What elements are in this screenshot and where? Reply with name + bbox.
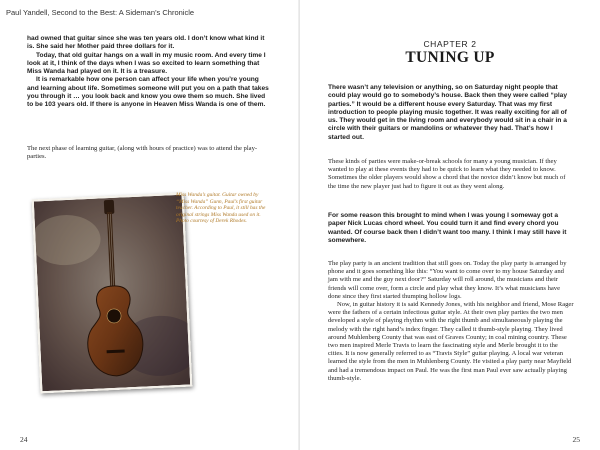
body-paragraph: The next phase of learning guitar, (along with hours of practice) was to attend the play-parties. <box>27 145 258 161</box>
running-head: Paul Yandell, Second to the Best: A Sideman’s Chronicle <box>6 8 195 17</box>
chapter-title: TUNING UP <box>405 49 495 66</box>
right-page <box>300 0 600 450</box>
page-number: 24 <box>20 435 28 444</box>
body-paragraph: The play party is an ancient tradition that still goes on. Today the play party is arranged by phone and it goes something like this: “You want to come over to my house Saturday and jam with me and the guy next door?” Saturday will roll around, the musicians and their friends will come over, form a circle and play what they know. It’s what musicians have done since they first started thumping hollow logs. <box>328 260 567 300</box>
page-number: 25 <box>572 435 580 444</box>
quote-block <box>328 212 574 245</box>
body-paragraph: These kinds of parties were make-or-break schools for many a young musician. If they wanted to play at these events they had to be quick to learn what they needed to know. Sometimes the older players would show a chord that the novice didn’t know but much of the time the new player just had to figure it out as they went along. <box>328 158 566 190</box>
photo-caption: Miss Wanda’s guitar. Guitar owned by “Miss Wanda” Gunn, Paul’s first guitar teacher. According to Paul, it still has the original strings Miss Wanda used on it. Photo courtesy of Derek Rhodes. <box>176 192 266 225</box>
body-text <box>328 158 574 191</box>
guitar-image <box>34 195 190 392</box>
quote-paragraph: Today, that old guitar hangs on a wall in my music room. And every time I look at it, I think of the days when I was so excited to learn something that Miss Wanda had played on it. It is a treasure. <box>27 51 266 76</box>
quote-block <box>328 84 574 142</box>
quote-paragraph: For some reason this brought to mind when I was young I someway got a paper Nick Lucas chord wheel. You could turn it and find every chord you wanted. Of course back then I didn’t want too many. I think I may still have it somewhere. <box>328 212 567 244</box>
quote-paragraph: It is remarkable how one person can affect your life when you’re young and learning about life. Sometimes someone will put you on a path that takes you through it … you look back and know you owe them so much. She lived to be 103 years old. If there is anyone in Heaven Miss Wanda is one of them. <box>27 76 269 109</box>
guitar-photo <box>32 193 193 394</box>
chapter-label: CHAPTER 2 <box>423 39 477 49</box>
body-paragraph: Now, in guitar history it is said Kennedy Jones, with his neighbor and friend, Mose Rager were the fathers of a certain infectious guitar style. At their own play parties the two men developed a style of playing rhythm with the right thumb and simultaneously playing the melody with the right hand’s index finger. They called it thumb-style playing. They lived around Muhlenberg County that was east of Graves County; in coal mining country. These two men inspired Merle Travis to learn the fascinating style and Merle brought it to the cities. It is now generally referred to as “Travis Style” guitar playing. A local war veteran learned the style from the men in Muhlenberg County. He visited a play party near Mayfield and had a tremendous impact on Paul. He was the first man Paul ever saw actually playing thumb-style. <box>328 301 574 382</box>
body-text <box>27 145 272 161</box>
body-text <box>328 260 574 383</box>
quote-paragraph: There wasn’t any television or anything, so on Saturday night people that could play would go to somebody’s house. Back then they were called “play parties.” It would be a different house every Saturday. That was my first introduction to people playing music together. It was really exciting for all of us. They would get in the living room and everybody would sit in a chair in a circle with their guitars or mandolins or whatever they had. That’s how I started out. <box>328 84 568 141</box>
quote-paragraph: had owned that guitar since she was ten years old. I don’t know what kind it is. She said her Mother paid three dollars for it. <box>27 35 265 51</box>
quote-block <box>27 35 272 110</box>
